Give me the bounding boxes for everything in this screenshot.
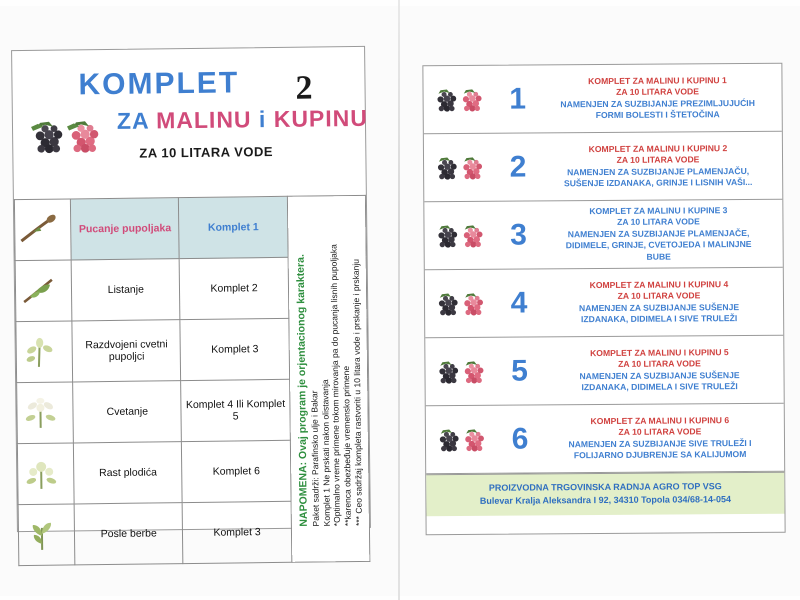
vertical-note-wrapper — [288, 196, 370, 562]
kit-line: ZA 10 LITARA VODE — [617, 290, 701, 302]
after-harvest-icon — [21, 518, 63, 553]
phase-label: Posle berbe — [74, 503, 183, 565]
vertical-note — [294, 196, 364, 527]
kit-description — [542, 415, 784, 462]
berry-illustration — [424, 213, 496, 258]
blackberry-raspberry-icon — [430, 281, 492, 325]
table-row — [14, 195, 366, 260]
kit-line: BUBE — [646, 251, 671, 262]
kit-row — [424, 200, 782, 270]
kit-description — [540, 143, 782, 190]
kit-label: Komplet 1 — [179, 196, 288, 258]
kit-line: KOMPLET ZA MALINU I KUPINU 4 — [589, 278, 729, 290]
kit-row — [425, 336, 783, 406]
phase-icon-cell — [17, 443, 74, 505]
kit-line: SUŠENJE IZDANAKA, GRINJE I LISNIH VAŠI... — [563, 176, 753, 189]
title-subline — [117, 105, 368, 135]
phase-kit-table — [14, 195, 370, 566]
kit-line: KOMPLET ZA MALINU I KUPINE 3 — [589, 205, 728, 217]
kit-description — [540, 205, 782, 263]
note-line: Komplet 1 Ne prskati nakon olistavanja — [319, 379, 332, 527]
kit-line: NAMENJEN ZA SUZBIJANJE PREZIMLJUJUĆIH — [560, 97, 755, 109]
kit-label: Komplet 2 — [180, 257, 289, 319]
blossom-icon — [19, 396, 61, 431]
kit-line: ZA 10 LITARA VODE — [617, 216, 700, 228]
title-word-i: i — [258, 106, 267, 133]
kit-line: DIDIMELE, GRINJE, CVETOJEDA I MALINJNE — [565, 239, 752, 251]
fruit-growth-icon — [20, 457, 62, 492]
note-heading: NAPOMENA: Ovaj program je orjentacionog karaktera. — [294, 254, 310, 527]
kit-line: ZA 10 LITARA VODE — [616, 154, 700, 166]
blackberry-raspberry-icon — [431, 417, 493, 461]
kit-line: NAMENJEN ZA SUZBIJANJE SUŠENJE — [578, 301, 740, 313]
title-word-malinu: MALINU — [155, 106, 252, 134]
phase-label: Razdvojeni cvetni pupoljci — [72, 320, 181, 382]
phase-label: Pucanje pupoljaka — [71, 198, 180, 260]
kit-description — [541, 279, 783, 326]
blackberry-raspberry-icon — [429, 145, 491, 189]
kit-line: NAMENJEN ZA SUZBIJANJE PLAMENJAČE, — [567, 227, 750, 240]
kit-number: 3 — [510, 218, 528, 252]
kit-line: KOMPLET ZA MALINU I KUPINU 5 — [590, 346, 729, 358]
phase-icon-cell — [14, 199, 71, 261]
blackberry-raspberry-icon — [429, 213, 491, 257]
kit-number: 5 — [511, 354, 528, 388]
kit-number: 6 — [511, 422, 529, 456]
berry-illustration-header — [23, 108, 112, 165]
kit-line: ZA 10 LITARA VODE — [618, 426, 702, 438]
phase-icon-cell — [17, 382, 74, 444]
title-word-za: ZA — [116, 107, 149, 134]
leafing-icon — [18, 274, 60, 309]
kit-label: Komplet 3 — [180, 318, 289, 380]
phase-label: Rast plodića — [74, 442, 183, 504]
kit-label: Komplet 6 — [182, 440, 291, 502]
page-title: KOMPLET — [78, 66, 240, 102]
left-leaflet-card — [11, 46, 371, 541]
kit-row — [424, 132, 782, 202]
title-dosage: ZA 10 LITARA VODE — [139, 143, 274, 161]
kit-description — [541, 347, 783, 394]
kit-line: FORMI BOLESTI I ŠTETOČINA — [595, 109, 720, 120]
kit-line: ZA 10 LITARA VODE — [616, 86, 699, 98]
page-number: 2 — [295, 69, 313, 107]
kit-row — [425, 268, 783, 338]
note-line: Paket sadrži: Parafinsko ulje i Bakar — [309, 390, 321, 527]
kit-line: FOLIJARNO DJUBRENJE SA KALIJUMOM — [573, 448, 747, 461]
note-line: **karenca obezbeđuje vremensko primene — [340, 365, 353, 527]
kit-number: 1 — [509, 82, 527, 116]
company-footer — [426, 472, 784, 517]
note-line: *Optimalno vreme primene tokom mirovanja pa do pucanja lisnih pupoljaka — [328, 244, 343, 527]
kit-row — [426, 404, 784, 474]
berry-illustration — [426, 417, 498, 462]
phase-label: Cvetanje — [73, 381, 182, 443]
kit-line: NAMENJEN ZA SUZBIJANJE SUŠENJE — [579, 369, 740, 381]
kit-line: NAMENJEN ZA SUZBIJANJE SIVE TRULEŽI I — [568, 437, 752, 449]
kit-description — [539, 75, 781, 122]
company-address: Bulevar Kralja Aleksandra I 92, 34310 Topola 034/68-14-054 — [479, 494, 731, 506]
flower-bud-icon — [19, 335, 61, 370]
kit-line: NAMENJEN ZA SUZBIJANJE PLAMENJAČU, — [567, 165, 750, 177]
phase-icon-cell — [16, 321, 73, 383]
left-card-header — [12, 47, 369, 199]
phase-icon-cell — [18, 504, 75, 566]
phase-icon-cell — [15, 260, 72, 322]
kit-label: Komplet 4 Ili Komplet 5 — [181, 379, 290, 441]
kit-line: IZDANAKA, DIDIMELA I SIVE TRULEŽI — [580, 312, 738, 325]
title-word-kupinu: KUPINU — [273, 104, 369, 132]
kit-label: Komplet 3 — [183, 501, 292, 563]
note-line: *** Ceo sadržaj kompleta rastvoriti u 10 litara vode i prskanje i prskanju — [350, 258, 364, 527]
kit-number: 2 — [509, 150, 527, 184]
blackberry-raspberry-icon — [428, 77, 490, 121]
company-name: PROIZVODNA TRGOVINSKA RADNJA AGRO TOP VSG — [488, 481, 722, 493]
kit-row — [423, 64, 781, 134]
kit-line: IZDANAKA, DIDIMELA I SIVE TRULEŽI — [581, 380, 738, 393]
kit-number: 4 — [510, 286, 528, 320]
blackberry-raspberry-icon — [430, 349, 492, 393]
kit-line: ZA 10 LITARA VODE — [618, 358, 701, 370]
note-cell — [287, 195, 370, 562]
page-fold-line — [398, 0, 400, 600]
berry-illustration — [423, 77, 495, 122]
kit-line: KOMPLET ZA MALINU I KUPINU 6 — [590, 414, 730, 426]
kit-line: KOMPLET ZA MALINU I KUPINU 2 — [588, 142, 728, 154]
right-leaflet-card — [422, 63, 785, 536]
berry-illustration — [424, 145, 496, 190]
bud-break-icon — [17, 213, 59, 248]
phase-label: Listanje — [71, 259, 180, 321]
blackberry-raspberry-icon — [23, 108, 112, 165]
kit-line: KOMPLET ZA MALINU I KUPINU 1 — [588, 74, 727, 86]
berry-illustration — [425, 281, 497, 326]
berry-illustration — [425, 349, 497, 394]
